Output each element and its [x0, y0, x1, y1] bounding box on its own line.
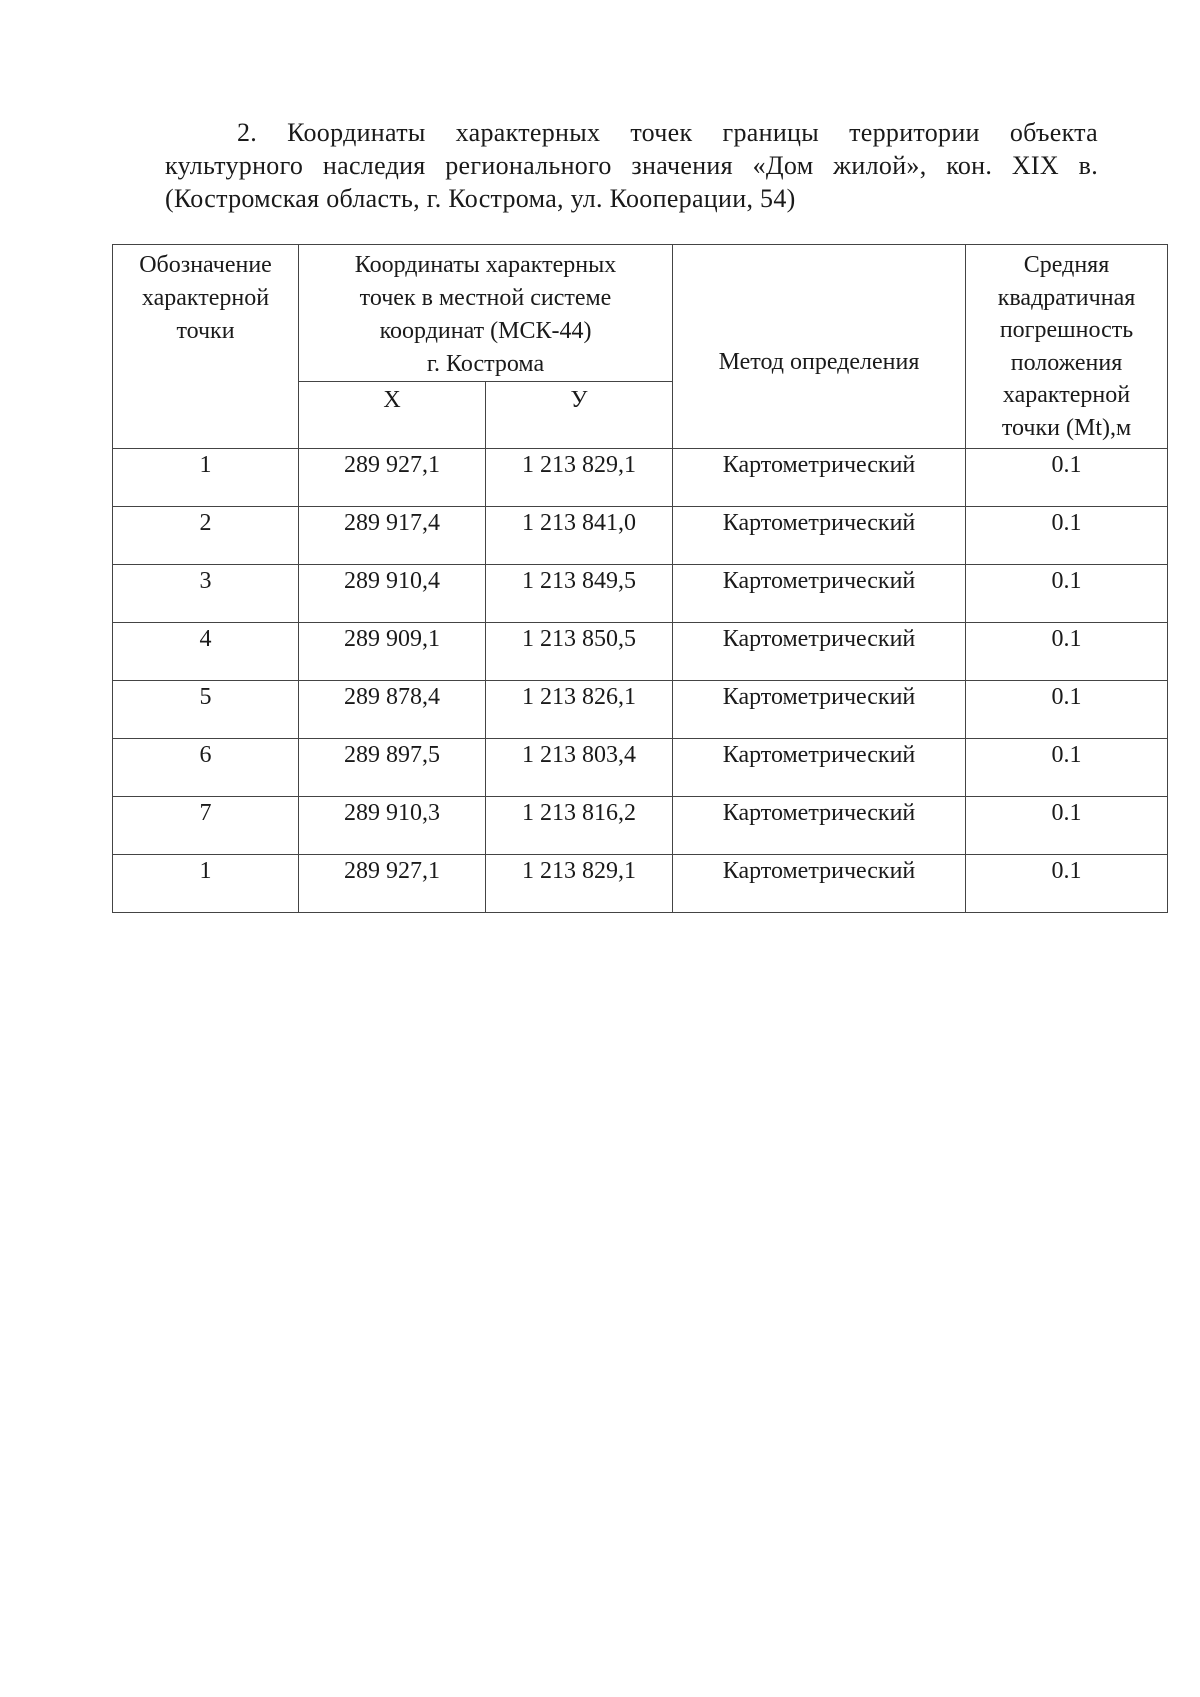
- cell-y: 1 213 850,5: [486, 623, 673, 681]
- header-text-line: точки (Mt),м: [1001, 414, 1132, 441]
- table-header-row: [113, 245, 1168, 382]
- cell-x: 289 897,5: [299, 739, 486, 797]
- header-text-line: характерной: [1002, 382, 1131, 408]
- header-text-line: квадратичная: [997, 284, 1136, 311]
- cell-point: 7: [113, 797, 299, 855]
- cell-error: 0.1: [966, 449, 1168, 507]
- document-heading: [165, 116, 1098, 215]
- cell-y: 1 213 849,5: [486, 565, 673, 623]
- cell-error: 0.1: [966, 739, 1168, 797]
- cell-error: 0.1: [966, 855, 1168, 913]
- coordinates-table: [112, 244, 1168, 913]
- table-row: [113, 797, 1168, 855]
- cell-x: 289 917,4: [299, 507, 486, 565]
- cell-method: Картометрический: [673, 507, 966, 565]
- table-row: [113, 623, 1168, 681]
- cell-x: 289 910,4: [299, 565, 486, 623]
- cell-point: 5: [113, 681, 299, 739]
- header-coordinates: [299, 245, 673, 382]
- header-text-line: г. Кострома: [426, 351, 545, 377]
- heading-line-1: 2. Координаты характерных точек границы территории объекта: [237, 118, 1098, 147]
- cell-point: 4: [113, 623, 299, 681]
- header-text-line: положения: [1010, 349, 1123, 376]
- cell-point: 6: [113, 739, 299, 797]
- header-y: У: [486, 382, 673, 449]
- header-text-line: Обозначение: [139, 252, 272, 278]
- cell-error: 0.1: [966, 681, 1168, 739]
- cell-point: 2: [113, 507, 299, 565]
- cell-point: 1: [113, 855, 299, 913]
- cell-point: 1: [113, 449, 299, 507]
- table-row: [113, 507, 1168, 565]
- cell-y: 1 213 829,1: [486, 449, 673, 507]
- header-text-line: погрешность: [999, 317, 1134, 343]
- cell-method: Картометрический: [673, 739, 966, 797]
- cell-x: 289 927,1: [299, 449, 486, 507]
- cell-x: 289 910,3: [299, 797, 486, 855]
- header-text-line: точки: [176, 318, 235, 344]
- header-method: Метод определения: [673, 245, 966, 449]
- cell-y: 1 213 841,0: [486, 507, 673, 565]
- header-point-designation: [113, 245, 299, 449]
- header-text-line: точек в местной системе: [359, 285, 612, 311]
- cell-y: 1 213 816,2: [486, 797, 673, 855]
- heading-line-3: (Костромская область, г. Кострома, ул. Кооперации, 54): [165, 184, 796, 213]
- cell-error: 0.1: [966, 565, 1168, 623]
- header-text-line: Средняя: [1023, 252, 1110, 278]
- cell-method: Картометрический: [673, 681, 966, 739]
- cell-method: Картометрический: [673, 855, 966, 913]
- cell-method: Картометрический: [673, 565, 966, 623]
- table-row: [113, 739, 1168, 797]
- cell-x: 289 909,1: [299, 623, 486, 681]
- cell-method: Картометрический: [673, 623, 966, 681]
- header-text-line: координат (МСК-44): [379, 318, 592, 344]
- cell-error: 0.1: [966, 507, 1168, 565]
- cell-method: Картометрический: [673, 797, 966, 855]
- heading-line-2: культурного наследия регионального значения «Дом жилой», кон. XIX в.: [165, 151, 1098, 180]
- header-text-line: характерной: [141, 285, 270, 311]
- cell-point: 3: [113, 565, 299, 623]
- cell-error: 0.1: [966, 623, 1168, 681]
- header-mean-square-error: [966, 245, 1168, 449]
- table-row: [113, 855, 1168, 913]
- table-row: [113, 565, 1168, 623]
- cell-x: 289 927,1: [299, 855, 486, 913]
- header-x: Х: [299, 382, 486, 449]
- cell-y: 1 213 826,1: [486, 681, 673, 739]
- cell-error: 0.1: [966, 797, 1168, 855]
- cell-y: 1 213 829,1: [486, 855, 673, 913]
- cell-y: 1 213 803,4: [486, 739, 673, 797]
- header-text-line: Координаты характерных: [354, 252, 617, 278]
- table-row: [113, 681, 1168, 739]
- cell-method: Картометрический: [673, 449, 966, 507]
- cell-x: 289 878,4: [299, 681, 486, 739]
- table-row: [113, 449, 1168, 507]
